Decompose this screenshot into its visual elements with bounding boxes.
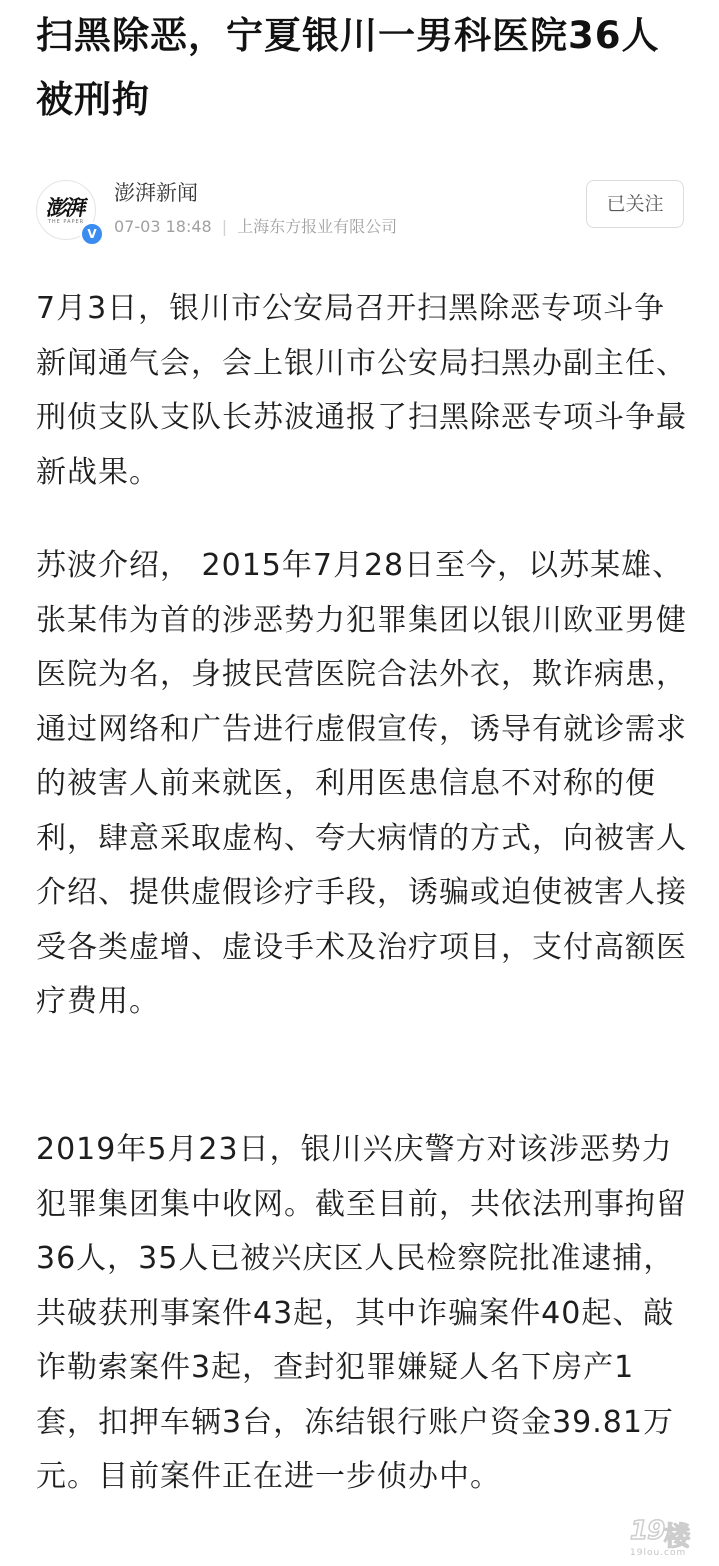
post-date: 07-03 18:48 (114, 217, 212, 236)
watermark-logo (630, 1516, 714, 1558)
body-paragraph-1: 7月3日，银川市公安局召开扫黑除恶专项斗争新闻通气会，会上银川市公安局扫黑办副主任、刑侦支队支队长苏波通报了扫黑除恶专项斗争最新战果。 (36, 291, 687, 490)
post-meta (114, 214, 397, 240)
publisher-name: 上海东方报业有限公司 (237, 217, 398, 236)
verified-icon: V (80, 222, 104, 246)
follow-button[interactable]: 已关注 (586, 180, 684, 228)
watermark-url: 19lou.com (630, 1548, 687, 1558)
watermark-number: 19 (630, 1516, 665, 1546)
watermark-char: 楼 (664, 1522, 691, 1552)
avatar-logo-subtext: THE PAPER (47, 219, 85, 225)
source-name[interactable]: 澎湃新闻 (114, 181, 198, 205)
body-paragraph-2: 苏波介绍， 2015年7月28日至今，以苏某雄、张某伟为首的涉恶势力犯罪集团以银川欧亚男健医院为名，身披民营医院合法外衣，欺诈病患，通过网络和广告进行虚假宣传，诱导有就诊需求的被害人前来就医，利用医患信息不对称的便利，肆意采取虚构、夸大病情的方式，向被害人介绍、提供虚假诊疗手段，诱骗或迫使被害人接受各类虚增、虚设手术及治疗项目，支付高额医疗费用。 (36, 548, 687, 1019)
article-title: 扫黑除恶，宁夏银川一男科医院36人被刑拘 (36, 14, 660, 121)
meta-separator: | (221, 217, 228, 236)
author-row (36, 176, 686, 246)
body-paragraph-3: 2019年5月23日，银川兴庆警方对该涉恶势力犯罪集团集中收网。截至目前，共依法刑事拘留36人，35人已被兴庆区人民检察院批准逮捕，共破获刑事案件43起，其中诈骗案件40起、敲诈勒索案件3起，查封犯罪嫌疑人名下房产1套，扣押车辆3台，冻结银行账户资金39.81万元。目前案件正在进一步侦办中。 (36, 1132, 687, 1494)
avatar-logo-text: 澎湃 (44, 195, 88, 220)
